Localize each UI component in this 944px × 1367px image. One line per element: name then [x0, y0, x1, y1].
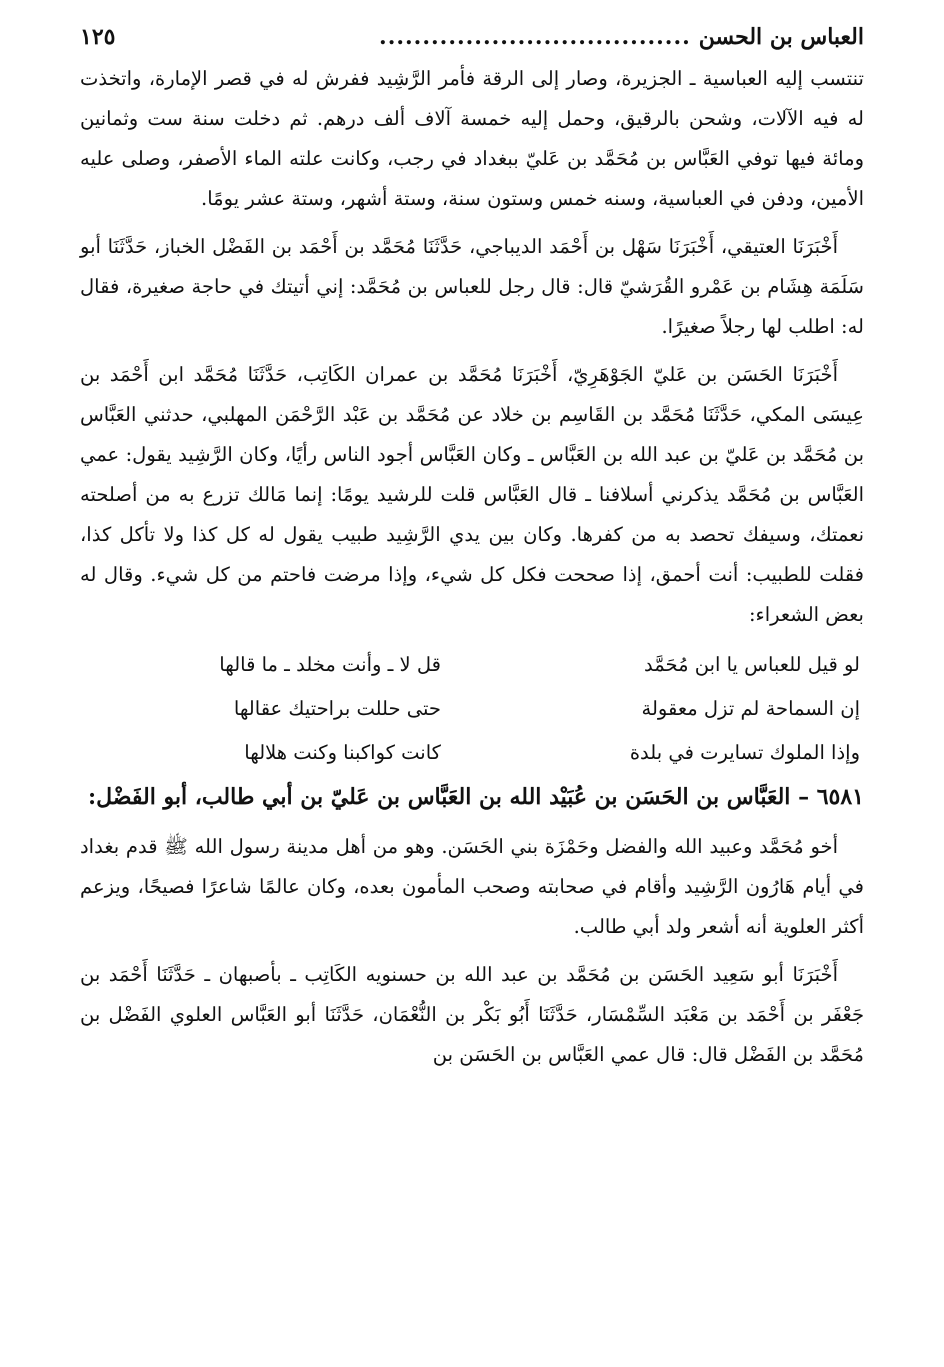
- running-head-title: العباس بن الحسن: [698, 24, 864, 50]
- running-head: [80, 22, 864, 53]
- running-head-dots: ....................................: [379, 24, 691, 50]
- poem-verse: [80, 687, 864, 731]
- page-number: ١٢٥: [80, 24, 116, 50]
- verse-second-hemistich: قل لا ـ وأنت مخلد ـ ما قالها: [219, 652, 441, 676]
- entry-heading: ٦٥٨١ – العَبَّاس بن الحَسَن بن عُبَيْد الله بن العَبَّاس بن عَليّ بن أبي طالب، أبو الفَضْل:: [88, 783, 864, 810]
- verse-first-hemistich: لو قيل للعباس يا ابن مُحَمَّد: [643, 652, 860, 676]
- verse-first-hemistich: إن السماحة لم تزل معقولة: [641, 696, 860, 720]
- poem: [80, 643, 864, 775]
- paragraph-narration-jawhari: أَخْبَرَنَا الحَسَن بن عَليّ الجَوْهَرِيّ، أَخْبَرَنَا مُحَمَّد بن عمران الكَاتِب، حَدَّثَنَا مُحَمَّد ابن أَحْمَد بن عِيسَى المكي، حَدَّثَنَا مُحَمَّد بن القَاسِم بن خلاد عن مُحَمَّد بن عَبْد الرَّحْمَن المهلبي، حدثني العَبَّاس بن مُحَمَّد بن عَليّ بن عبد الله بن العَبَّاس ـ وكان العَبَّاس أجود الناس رأيًا، وكان الرَّشِيد يقول: عمي العَبَّاس بن مُحَمَّد يذكرني أسلافنا ـ قال العَبَّاس قلت للرشيد يومًا: إنما مَالك تزرع به من أصلحته نعمتك، وسيفك تحصد به من كفرها. وكان بين يدي الرَّشِيد طبيب يقول له كل كذا ولا تأكل كذا، فقلت للطبيب: أنت أحمق، إذا صححت فكل كل شيء، وإذا مرضت فاحتم من كل شيء. وقال له بعض الشعراء:: [80, 362, 864, 626]
- verse-second-hemistich: كانت كواكبنا وكنت هلالها: [244, 740, 441, 764]
- entry-paragraph-bio: أخو مُحَمَّد وعبيد الله والفضل وحَمْزَة بني الحَسَن. وهو من أهل مدينة رسول الله ﷺ قدم بغداد في أيام هَارُون الرَّشِيد وأقام في صحابته وصحب المأمون بعده، وكان عالمًا شاعرًا فصيحًا، ويزعم أكثر العلوية أنه أشعر ولد أبي طالب.: [80, 834, 864, 938]
- poem-verse: [80, 643, 864, 687]
- poem-verse: [80, 731, 864, 775]
- paragraph-narration-atiqi: أَخْبَرَنَا العتيقي، أَخْبَرَنَا سَهْل بن أَحْمَد الديباجي، حَدَّثَنَا مُحَمَّد بن أَحْمَد بن الفَضْل الخباز، حَدَّثَنَا أبو سَلَمَة هِشَام بن عَمْرو القُرَشيّ قال: قال رجل للعباس بن مُحَمَّد: إني أتيتك في حاجة صغيرة، فقال له: اطلب لها رجلاً صغيرًا.: [80, 234, 864, 338]
- verse-first-hemistich: وإذا الملوك تسايرت في بلدة: [629, 740, 860, 764]
- paragraph-continuation: تنتسب إليه العباسية ـ الجزيرة، وصار إلى الرقة فأمر الرَّشِيد ففرش له في قصر الإمارة، واتخذت له فيه الآلات، وشحن بالرقيق، وحمل إليه خمسة آلاف ألف درهم. ثم دخلت سنة ست وثمانين ومائة فيها توفي العَبَّاس بن مُحَمَّد بن عَليّ ببغداد في رجب، وكانت علته الماء الأصفر، وصلى عليه الأمين، ودفن في العباسية، وسنه خمس وستون سنة، وستة أشهر، وستة عشر يومًا.: [80, 66, 864, 210]
- entry-paragraph-narration: أَخْبَرَنَا أبو سَعِيد الحَسَن بن مُحَمَّد بن عبد الله بن حسنويه الكَاتِب ـ بأصبهان ـ حَدَّثَنَا أَحْمَد بن جَعْفَر بن أَحْمَد بن مَعْبَد السِّمْسَار، حَدَّثَنَا أَبُو بَكْر بن النُّعْمَان، حَدَّثَنَا أبو العَبَّاس العلوي الفَضْل بن مُحَمَّد بن الفَضْل قال: قال عمي العَبَّاس بن الحَسَن بن: [80, 962, 864, 1066]
- verse-second-hemistich: حتى حللت براحتيك عقالها: [233, 696, 441, 720]
